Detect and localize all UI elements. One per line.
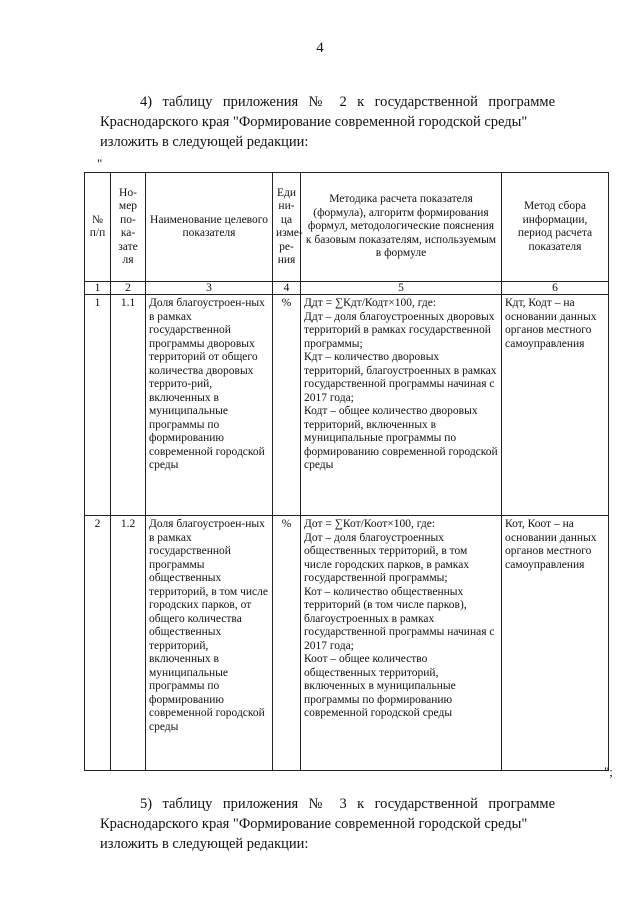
row-code: 1.2 [111, 516, 146, 771]
page-number: 4 [316, 40, 324, 56]
paragraph-item-5 [100, 794, 555, 854]
indicators-table [84, 172, 609, 771]
row-source: Кдт, Кодт – на основании данных органов местного самоуправления [502, 295, 609, 516]
paragraph-rest: Краснодарского края "Формирование современной городской среды" изложить в следующей редакции: [100, 114, 528, 150]
paragraph-first-line: 5) таблицу приложения № 3 к государственной программе [140, 796, 555, 812]
opening-quote: " [97, 156, 103, 171]
header-indicator-code: Но-мер по-ка-зате ля [111, 173, 146, 282]
column-numbers-row [85, 282, 609, 295]
row-indicator-name: Доля благоустроен-ных в рамках государственной программы дворовых территорий от общего количества дворовых террито-рий, включенных в муниципальные программы по формированию современной городской среды [146, 295, 273, 516]
row-method [301, 295, 502, 516]
paragraph-first-line: 4) таблицу приложения № 2 к государственной программе [140, 94, 555, 110]
column-number: 4 [273, 282, 301, 295]
method-line: Кодт – общее количество дворовых территорий, включенных в муниципальные программы по формированию современной городской среды [304, 405, 498, 471]
paragraph-item-4 [100, 92, 555, 152]
table-header-row [85, 173, 609, 282]
column-number: 6 [502, 282, 609, 295]
row-number: 1 [85, 295, 111, 516]
row-unit: % [273, 295, 301, 516]
method-line: Кдт – количество дворовых территорий, благоустроенных в рамках государственной программы начиная с 2017 года; [304, 351, 497, 404]
method-line: Дот = ∑Кот/Коот×100, где: [304, 518, 436, 530]
paragraph-rest: Краснодарского края "Формирование современной городской среды" изложить в следующей редакции: [100, 816, 528, 852]
header-method: Методика расчета показателя (формула), алгоритм формирования формул, методологические пояснения к базовым показателям, используемым в формуле [301, 173, 502, 282]
row-indicator-name: Доля благоустроен-ных в рамках государственной программы общественных территорий, в том числе городских парков, от общего количества общественных территорий, включенных в муниципальные программы по формированию современной городской среды [146, 516, 273, 771]
method-line: Коот – общее количество общественных территорий, включенных в муниципальные программы по формированию современной городской среды [304, 653, 456, 719]
table-row [85, 295, 609, 516]
header-source: Метод сбора информации, период расчета показателя [502, 173, 609, 282]
method-line: Ддт – доля благоустроенных дворовых территорий в рамках государственной программы; [304, 310, 495, 350]
method-line: Дот – доля благоустроенных общественных территорий, в том числе городских парков, в рамках государственной программы; [304, 531, 470, 584]
method-line: Ддт = ∑Кдт/Кодт×100, где: [304, 297, 437, 309]
column-number: 1 [85, 282, 111, 295]
row-code: 1.1 [111, 295, 146, 516]
row-number: 2 [85, 516, 111, 771]
header-number: № п/п [85, 173, 111, 282]
method-line: Кот – количество общественных территорий (в том числе парков), благоустроенных в рамках государственной программы начиная с 2017 года; [304, 585, 495, 652]
row-method [301, 516, 502, 771]
row-source: Кот, Коот – на основании данных органов местного самоуправления [502, 516, 609, 771]
header-unit: Еди ни-ца изме-ре-ния [273, 173, 301, 282]
header-indicator-name: Наименование целевого показателя [146, 173, 273, 282]
row-unit: % [273, 516, 301, 771]
column-number: 3 [146, 282, 273, 295]
closing-quote: "; [604, 764, 613, 779]
table-row [85, 516, 609, 771]
column-number: 5 [301, 282, 502, 295]
column-number: 2 [111, 282, 146, 295]
